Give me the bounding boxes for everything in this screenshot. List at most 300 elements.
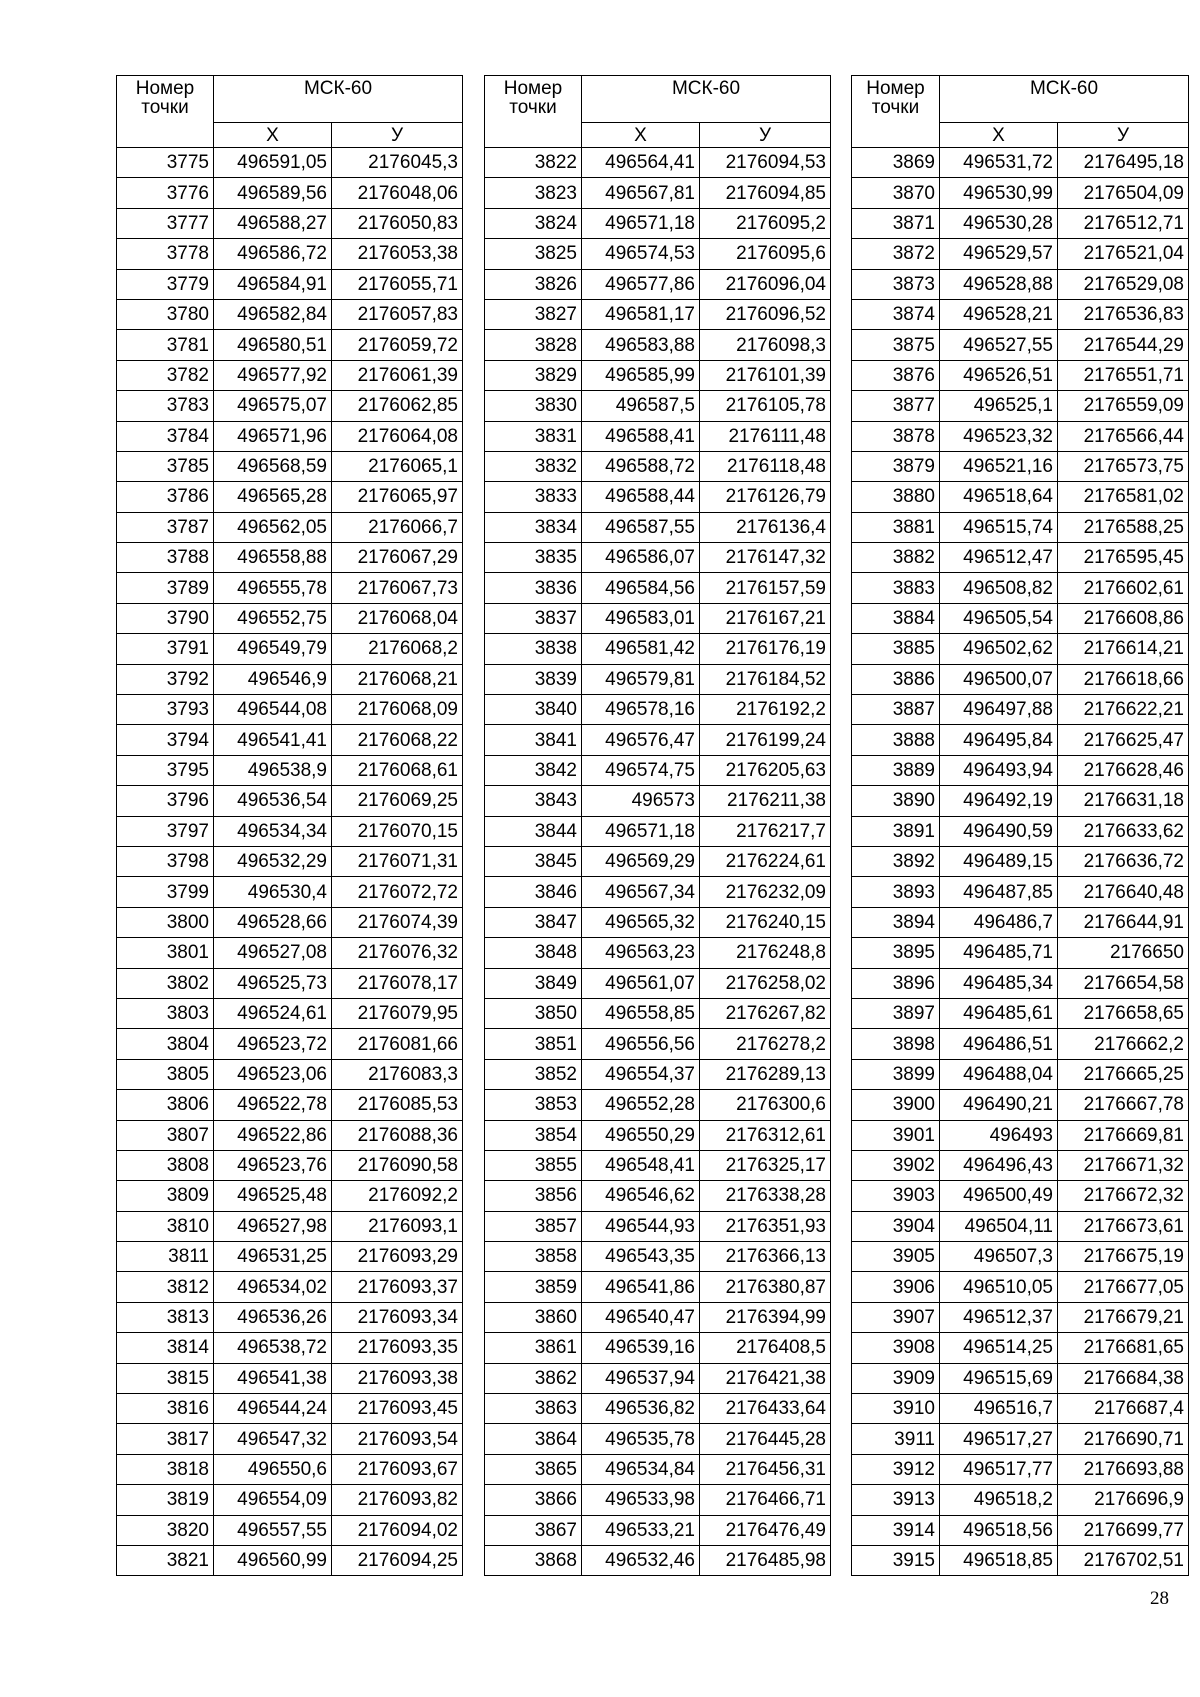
point-number-cell: 3895 bbox=[852, 938, 940, 968]
point-number-cell: 3888 bbox=[852, 725, 940, 755]
x-coordinate-cell: 496580,51 bbox=[214, 330, 332, 360]
point-number-cell: 3883 bbox=[852, 573, 940, 603]
point-number-cell: 3800 bbox=[117, 907, 214, 937]
x-coordinate-cell: 496515,74 bbox=[940, 512, 1058, 542]
coordinates-table-2 bbox=[484, 75, 831, 1576]
table-row bbox=[485, 907, 831, 937]
table-row bbox=[117, 360, 463, 390]
x-coordinate-cell: 496517,77 bbox=[940, 1454, 1058, 1484]
table-row bbox=[485, 1029, 831, 1059]
y-coordinate-cell: 2176065,97 bbox=[332, 482, 463, 512]
table-row bbox=[852, 846, 1189, 876]
y-coordinate-cell: 2176684,38 bbox=[1058, 1363, 1189, 1393]
x-coordinate-cell: 496537,94 bbox=[582, 1363, 700, 1393]
point-number-cell: 3775 bbox=[117, 148, 214, 178]
table-row bbox=[852, 512, 1189, 542]
y-coordinate-cell: 2176485,98 bbox=[700, 1545, 831, 1575]
x-coordinate-cell: 496544,93 bbox=[582, 1211, 700, 1241]
point-number-cell: 3782 bbox=[117, 360, 214, 390]
x-coordinate-cell: 496567,34 bbox=[582, 877, 700, 907]
table-row bbox=[485, 664, 831, 694]
x-coordinate-cell: 496512,37 bbox=[940, 1302, 1058, 1332]
table-row bbox=[485, 1211, 831, 1241]
point-number-cell: 3801 bbox=[117, 938, 214, 968]
y-coordinate-cell: 2176702,51 bbox=[1058, 1545, 1189, 1575]
x-coordinate-cell: 496528,21 bbox=[940, 299, 1058, 329]
y-coordinate-cell: 2176232,09 bbox=[700, 877, 831, 907]
y-coordinate-cell: 2176093,29 bbox=[332, 1242, 463, 1272]
header-coordinate-system: МСК-60 bbox=[214, 76, 463, 123]
point-number-cell: 3861 bbox=[485, 1333, 582, 1363]
table-row bbox=[117, 1485, 463, 1515]
y-coordinate-cell: 2176095,6 bbox=[700, 239, 831, 269]
y-coordinate-cell: 2176300,6 bbox=[700, 1090, 831, 1120]
table-row bbox=[117, 1181, 463, 1211]
table-row bbox=[485, 1363, 831, 1393]
point-number-cell: 3827 bbox=[485, 299, 582, 329]
x-coordinate-cell: 496541,38 bbox=[214, 1363, 332, 1393]
point-number-cell: 3851 bbox=[485, 1029, 582, 1059]
table-row bbox=[485, 239, 831, 269]
x-coordinate-cell: 496536,26 bbox=[214, 1302, 332, 1332]
x-coordinate-cell: 496507,3 bbox=[940, 1242, 1058, 1272]
y-coordinate-cell: 2176111,48 bbox=[700, 421, 831, 451]
table-row bbox=[117, 573, 463, 603]
x-coordinate-cell: 496587,5 bbox=[582, 391, 700, 421]
y-coordinate-cell: 2176093,45 bbox=[332, 1394, 463, 1424]
point-number-cell: 3852 bbox=[485, 1059, 582, 1089]
table-row bbox=[852, 1515, 1189, 1545]
table-row bbox=[117, 846, 463, 876]
y-coordinate-cell: 2176693,88 bbox=[1058, 1454, 1189, 1484]
y-coordinate-cell: 2176495,18 bbox=[1058, 148, 1189, 178]
table-row bbox=[852, 1333, 1189, 1363]
y-coordinate-cell: 2176625,47 bbox=[1058, 725, 1189, 755]
x-coordinate-cell: 496560,99 bbox=[214, 1545, 332, 1575]
y-coordinate-cell: 2176095,2 bbox=[700, 208, 831, 238]
y-coordinate-cell: 2176662,2 bbox=[1058, 1029, 1189, 1059]
y-coordinate-cell: 2176093,37 bbox=[332, 1272, 463, 1302]
point-number-cell: 3891 bbox=[852, 816, 940, 846]
y-coordinate-cell: 2176211,38 bbox=[700, 786, 831, 816]
point-number-cell: 3898 bbox=[852, 1029, 940, 1059]
x-coordinate-cell: 496515,69 bbox=[940, 1363, 1058, 1393]
x-coordinate-cell: 496497,88 bbox=[940, 695, 1058, 725]
x-coordinate-cell: 496485,61 bbox=[940, 998, 1058, 1028]
table-row bbox=[485, 786, 831, 816]
x-coordinate-cell: 496492,19 bbox=[940, 786, 1058, 816]
point-number-cell: 3793 bbox=[117, 695, 214, 725]
table-row bbox=[852, 1181, 1189, 1211]
point-number-cell: 3857 bbox=[485, 1211, 582, 1241]
x-coordinate-cell: 496538,72 bbox=[214, 1333, 332, 1363]
x-coordinate-cell: 496523,72 bbox=[214, 1029, 332, 1059]
point-number-cell: 3854 bbox=[485, 1120, 582, 1150]
x-coordinate-cell: 496588,44 bbox=[582, 482, 700, 512]
table-row bbox=[485, 1150, 831, 1180]
y-coordinate-cell: 2176595,45 bbox=[1058, 543, 1189, 573]
x-coordinate-cell: 496554,09 bbox=[214, 1485, 332, 1515]
table-row bbox=[117, 786, 463, 816]
table-row bbox=[117, 998, 463, 1028]
y-coordinate-cell: 2176068,04 bbox=[332, 603, 463, 633]
point-number-cell: 3842 bbox=[485, 755, 582, 785]
point-number-cell: 3882 bbox=[852, 543, 940, 573]
coordinates-table-1 bbox=[116, 75, 463, 1576]
y-coordinate-cell: 2176064,08 bbox=[332, 421, 463, 451]
y-coordinate-cell: 2176076,32 bbox=[332, 938, 463, 968]
point-number-cell: 3844 bbox=[485, 816, 582, 846]
table-row bbox=[852, 148, 1189, 178]
table-row bbox=[852, 543, 1189, 573]
x-coordinate-cell: 496531,25 bbox=[214, 1242, 332, 1272]
table-row bbox=[117, 451, 463, 481]
x-coordinate-cell: 496588,41 bbox=[582, 421, 700, 451]
point-number-cell: 3788 bbox=[117, 543, 214, 573]
point-number-cell: 3825 bbox=[485, 239, 582, 269]
x-coordinate-cell: 496586,72 bbox=[214, 239, 332, 269]
x-coordinate-cell: 496584,56 bbox=[582, 573, 700, 603]
table-row bbox=[117, 391, 463, 421]
x-coordinate-cell: 496493,94 bbox=[940, 755, 1058, 785]
x-coordinate-cell: 496558,85 bbox=[582, 998, 700, 1028]
table-row bbox=[485, 1545, 831, 1575]
table-row bbox=[852, 725, 1189, 755]
table-row bbox=[485, 512, 831, 542]
point-number-cell: 3896 bbox=[852, 968, 940, 998]
table-row bbox=[852, 299, 1189, 329]
x-coordinate-cell: 496489,15 bbox=[940, 846, 1058, 876]
x-coordinate-cell: 496540,47 bbox=[582, 1302, 700, 1332]
table-row bbox=[485, 391, 831, 421]
point-number-cell: 3903 bbox=[852, 1181, 940, 1211]
point-number-cell: 3779 bbox=[117, 269, 214, 299]
x-coordinate-cell: 496554,37 bbox=[582, 1059, 700, 1089]
point-number-cell: 3784 bbox=[117, 421, 214, 451]
point-number-cell: 3795 bbox=[117, 755, 214, 785]
table-row bbox=[117, 543, 463, 573]
x-coordinate-cell: 496563,23 bbox=[582, 938, 700, 968]
y-coordinate-cell: 2176093,82 bbox=[332, 1485, 463, 1515]
x-coordinate-cell: 496500,07 bbox=[940, 664, 1058, 694]
x-coordinate-cell: 496485,71 bbox=[940, 938, 1058, 968]
x-coordinate-cell: 496525,48 bbox=[214, 1181, 332, 1211]
y-coordinate-cell: 2176184,52 bbox=[700, 664, 831, 694]
point-number-cell: 3877 bbox=[852, 391, 940, 421]
y-coordinate-cell: 2176466,71 bbox=[700, 1485, 831, 1515]
table-row bbox=[117, 1424, 463, 1454]
point-number-cell: 3908 bbox=[852, 1333, 940, 1363]
x-coordinate-cell: 496523,76 bbox=[214, 1150, 332, 1180]
point-number-cell: 3833 bbox=[485, 482, 582, 512]
x-coordinate-cell: 496532,46 bbox=[582, 1545, 700, 1575]
point-number-cell: 3881 bbox=[852, 512, 940, 542]
point-number-cell: 3912 bbox=[852, 1454, 940, 1484]
y-coordinate-cell: 2176199,24 bbox=[700, 725, 831, 755]
point-number-cell: 3818 bbox=[117, 1454, 214, 1484]
x-coordinate-cell: 496581,17 bbox=[582, 299, 700, 329]
table-row bbox=[852, 603, 1189, 633]
y-coordinate-cell: 2176217,7 bbox=[700, 816, 831, 846]
x-coordinate-cell: 496546,9 bbox=[214, 664, 332, 694]
point-number-cell: 3794 bbox=[117, 725, 214, 755]
point-number-cell: 3866 bbox=[485, 1485, 582, 1515]
y-coordinate-cell: 2176667,78 bbox=[1058, 1090, 1189, 1120]
point-number-cell: 3792 bbox=[117, 664, 214, 694]
x-coordinate-cell: 496575,07 bbox=[214, 391, 332, 421]
point-number-cell: 3822 bbox=[485, 148, 582, 178]
point-number-cell: 3820 bbox=[117, 1515, 214, 1545]
point-number-cell: 3797 bbox=[117, 816, 214, 846]
y-coordinate-cell: 2176248,8 bbox=[700, 938, 831, 968]
y-coordinate-cell: 2176366,13 bbox=[700, 1242, 831, 1272]
x-coordinate-cell: 496552,75 bbox=[214, 603, 332, 633]
point-number-cell: 3890 bbox=[852, 786, 940, 816]
y-coordinate-cell: 2176618,66 bbox=[1058, 664, 1189, 694]
table-row bbox=[117, 1394, 463, 1424]
x-coordinate-cell: 496536,82 bbox=[582, 1394, 700, 1424]
table-row bbox=[485, 998, 831, 1028]
table-row bbox=[117, 512, 463, 542]
table-row bbox=[485, 543, 831, 573]
x-coordinate-cell: 496485,34 bbox=[940, 968, 1058, 998]
point-number-cell: 3855 bbox=[485, 1150, 582, 1180]
y-coordinate-cell: 2176096,52 bbox=[700, 299, 831, 329]
table-row bbox=[117, 1272, 463, 1302]
point-number-cell: 3847 bbox=[485, 907, 582, 937]
table-row bbox=[852, 1059, 1189, 1089]
point-number-cell: 3865 bbox=[485, 1454, 582, 1484]
point-number-cell: 3813 bbox=[117, 1302, 214, 1332]
y-coordinate-cell: 2176068,22 bbox=[332, 725, 463, 755]
table-row bbox=[852, 1150, 1189, 1180]
point-number-cell: 3853 bbox=[485, 1090, 582, 1120]
table-row bbox=[117, 755, 463, 785]
table-row bbox=[117, 269, 463, 299]
y-coordinate-cell: 2176205,63 bbox=[700, 755, 831, 785]
point-number-cell: 3798 bbox=[117, 846, 214, 876]
y-coordinate-cell: 2176536,83 bbox=[1058, 299, 1189, 329]
table-row bbox=[117, 1029, 463, 1059]
point-number-cell: 3879 bbox=[852, 451, 940, 481]
y-coordinate-cell: 2176679,21 bbox=[1058, 1302, 1189, 1332]
y-coordinate-cell: 2176093,54 bbox=[332, 1424, 463, 1454]
x-coordinate-cell: 496495,84 bbox=[940, 725, 1058, 755]
y-coordinate-cell: 2176092,2 bbox=[332, 1181, 463, 1211]
point-number-cell: 3875 bbox=[852, 330, 940, 360]
x-coordinate-cell: 496567,81 bbox=[582, 178, 700, 208]
point-number-cell: 3785 bbox=[117, 451, 214, 481]
x-coordinate-cell: 496561,07 bbox=[582, 968, 700, 998]
y-coordinate-cell: 2176573,75 bbox=[1058, 451, 1189, 481]
y-coordinate-cell: 2176068,09 bbox=[332, 695, 463, 725]
x-coordinate-cell: 496583,01 bbox=[582, 603, 700, 633]
x-coordinate-cell: 496502,62 bbox=[940, 634, 1058, 664]
table-row bbox=[117, 1090, 463, 1120]
table-row bbox=[852, 178, 1189, 208]
table-row bbox=[485, 1181, 831, 1211]
y-coordinate-cell: 2176433,64 bbox=[700, 1394, 831, 1424]
x-coordinate-cell: 496555,78 bbox=[214, 573, 332, 603]
point-number-cell: 3886 bbox=[852, 664, 940, 694]
x-coordinate-cell: 496548,41 bbox=[582, 1150, 700, 1180]
x-coordinate-cell: 496583,88 bbox=[582, 330, 700, 360]
table-row bbox=[117, 968, 463, 998]
table-row bbox=[117, 421, 463, 451]
y-coordinate-cell: 2176101,39 bbox=[700, 360, 831, 390]
x-coordinate-cell: 496486,51 bbox=[940, 1029, 1058, 1059]
point-number-cell: 3860 bbox=[485, 1302, 582, 1332]
point-number-cell: 3786 bbox=[117, 482, 214, 512]
table-row bbox=[852, 786, 1189, 816]
y-coordinate-cell: 2176068,2 bbox=[332, 634, 463, 664]
y-coordinate-cell: 2176681,65 bbox=[1058, 1333, 1189, 1363]
point-number-cell: 3831 bbox=[485, 421, 582, 451]
point-number-cell: 3905 bbox=[852, 1242, 940, 1272]
table-row bbox=[852, 269, 1189, 299]
table-row bbox=[852, 1242, 1189, 1272]
table-row bbox=[852, 1363, 1189, 1393]
table-row bbox=[117, 239, 463, 269]
point-number-cell: 3871 bbox=[852, 208, 940, 238]
point-number-cell: 3799 bbox=[117, 877, 214, 907]
point-number-cell: 3862 bbox=[485, 1363, 582, 1393]
y-coordinate-cell: 2176176,19 bbox=[700, 634, 831, 664]
y-coordinate-cell: 2176136,4 bbox=[700, 512, 831, 542]
y-coordinate-cell: 2176687,4 bbox=[1058, 1394, 1189, 1424]
table-row bbox=[485, 968, 831, 998]
y-coordinate-cell: 2176408,5 bbox=[700, 1333, 831, 1363]
x-coordinate-cell: 496529,57 bbox=[940, 239, 1058, 269]
y-coordinate-cell: 2176445,28 bbox=[700, 1424, 831, 1454]
x-coordinate-cell: 496569,29 bbox=[582, 846, 700, 876]
point-number-cell: 3899 bbox=[852, 1059, 940, 1089]
y-coordinate-cell: 2176289,13 bbox=[700, 1059, 831, 1089]
x-coordinate-cell: 496493 bbox=[940, 1120, 1058, 1150]
table-row bbox=[485, 816, 831, 846]
y-coordinate-cell: 2176068,61 bbox=[332, 755, 463, 785]
point-number-cell: 3911 bbox=[852, 1424, 940, 1454]
point-number-cell: 3876 bbox=[852, 360, 940, 390]
table-row bbox=[852, 421, 1189, 451]
table-row bbox=[485, 299, 831, 329]
y-coordinate-cell: 2176631,18 bbox=[1058, 786, 1189, 816]
point-number-cell: 3897 bbox=[852, 998, 940, 1028]
point-number-cell: 3834 bbox=[485, 512, 582, 542]
table-row bbox=[117, 148, 463, 178]
table-row bbox=[117, 1515, 463, 1545]
x-coordinate-cell: 496584,91 bbox=[214, 269, 332, 299]
point-number-cell: 3807 bbox=[117, 1120, 214, 1150]
table-row bbox=[485, 1059, 831, 1089]
table-row bbox=[485, 1515, 831, 1545]
x-coordinate-cell: 496578,16 bbox=[582, 695, 700, 725]
y-coordinate-cell: 2176090,58 bbox=[332, 1150, 463, 1180]
table-row bbox=[852, 1545, 1189, 1575]
coordinates-table-3 bbox=[851, 75, 1189, 1576]
table-row bbox=[485, 603, 831, 633]
point-number-cell: 3776 bbox=[117, 178, 214, 208]
y-coordinate-cell: 2176636,72 bbox=[1058, 846, 1189, 876]
table-row bbox=[117, 1454, 463, 1484]
point-number-cell: 3887 bbox=[852, 695, 940, 725]
y-coordinate-cell: 2176671,32 bbox=[1058, 1150, 1189, 1180]
point-number-cell: 3845 bbox=[485, 846, 582, 876]
table-row bbox=[485, 695, 831, 725]
table-row bbox=[852, 239, 1189, 269]
table-row bbox=[852, 330, 1189, 360]
y-coordinate-cell: 2176258,02 bbox=[700, 968, 831, 998]
x-coordinate-cell: 496487,85 bbox=[940, 877, 1058, 907]
table-row bbox=[117, 1150, 463, 1180]
table-row bbox=[117, 482, 463, 512]
x-coordinate-cell: 496591,05 bbox=[214, 148, 332, 178]
x-coordinate-cell: 496577,86 bbox=[582, 269, 700, 299]
y-coordinate-cell: 2176067,73 bbox=[332, 573, 463, 603]
table-body bbox=[485, 148, 831, 1576]
y-coordinate-cell: 2176071,31 bbox=[332, 846, 463, 876]
point-number-cell: 3830 bbox=[485, 391, 582, 421]
point-number-cell: 3817 bbox=[117, 1424, 214, 1454]
y-coordinate-cell: 2176696,9 bbox=[1058, 1485, 1189, 1515]
y-coordinate-cell: 2176157,59 bbox=[700, 573, 831, 603]
x-coordinate-cell: 496587,55 bbox=[582, 512, 700, 542]
y-coordinate-cell: 2176105,78 bbox=[700, 391, 831, 421]
x-coordinate-cell: 496496,43 bbox=[940, 1150, 1058, 1180]
point-number-cell: 3840 bbox=[485, 695, 582, 725]
table-row bbox=[852, 816, 1189, 846]
table-row bbox=[117, 1120, 463, 1150]
table-row bbox=[117, 1545, 463, 1575]
y-coordinate-cell: 2176045,3 bbox=[332, 148, 463, 178]
y-coordinate-cell: 2176622,21 bbox=[1058, 695, 1189, 725]
point-number-cell: 3850 bbox=[485, 998, 582, 1028]
table-row bbox=[117, 816, 463, 846]
y-coordinate-cell: 2176559,09 bbox=[1058, 391, 1189, 421]
y-coordinate-cell: 2176628,46 bbox=[1058, 755, 1189, 785]
table-row bbox=[117, 907, 463, 937]
header-y: У bbox=[332, 123, 463, 148]
x-coordinate-cell: 496523,32 bbox=[940, 421, 1058, 451]
x-coordinate-cell: 496518,56 bbox=[940, 1515, 1058, 1545]
y-coordinate-cell: 2176093,1 bbox=[332, 1211, 463, 1241]
y-coordinate-cell: 2176065,1 bbox=[332, 451, 463, 481]
table-row bbox=[117, 695, 463, 725]
y-coordinate-cell: 2176094,25 bbox=[332, 1545, 463, 1575]
table-row bbox=[852, 1424, 1189, 1454]
y-coordinate-cell: 2176633,62 bbox=[1058, 816, 1189, 846]
table-row bbox=[852, 968, 1189, 998]
x-coordinate-cell: 496564,41 bbox=[582, 148, 700, 178]
header-coordinate-system: МСК-60 bbox=[940, 76, 1189, 123]
table-row bbox=[852, 1120, 1189, 1150]
table-row bbox=[852, 1272, 1189, 1302]
table-row bbox=[485, 1424, 831, 1454]
point-number-cell: 3838 bbox=[485, 634, 582, 664]
table-row bbox=[485, 148, 831, 178]
table-row bbox=[852, 451, 1189, 481]
header-y: У bbox=[700, 123, 831, 148]
x-coordinate-cell: 496527,98 bbox=[214, 1211, 332, 1241]
x-coordinate-cell: 496550,6 bbox=[214, 1454, 332, 1484]
x-coordinate-cell: 496577,92 bbox=[214, 360, 332, 390]
x-coordinate-cell: 496546,62 bbox=[582, 1181, 700, 1211]
x-coordinate-cell: 496588,72 bbox=[582, 451, 700, 481]
table-row bbox=[852, 634, 1189, 664]
point-number-cell: 3878 bbox=[852, 421, 940, 451]
point-number-cell: 3913 bbox=[852, 1485, 940, 1515]
x-coordinate-cell: 496585,99 bbox=[582, 360, 700, 390]
